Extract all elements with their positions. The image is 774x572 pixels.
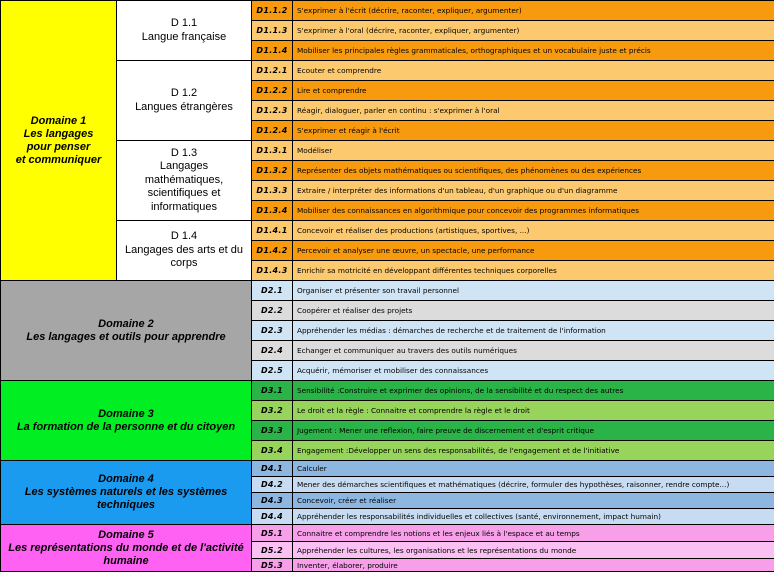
competency-description-cell [292, 558, 774, 572]
subdomain-label [125, 230, 243, 271]
competency-description: Inventer, élaborer, produire [297, 560, 398, 570]
subdomain-d1.2 [116, 60, 252, 141]
competency-code-cell [251, 380, 293, 401]
competency-description: Concevoir et réaliser des productions (artistiques, sportives, ...) [297, 226, 530, 235]
competency-description: Lire et comprendre [297, 86, 367, 95]
competency-description-cell [292, 20, 774, 41]
competency-description: Coopérer et réaliser des projets [297, 306, 413, 315]
competency-code: D1.2.4 [256, 126, 288, 135]
competency-description: Mobiliser des connaissances en algorithmique pour concevoir des programmes informatiques [297, 206, 640, 215]
competency-description: Percevoir et analyser une œuvre, un spectacle, une performance [297, 246, 535, 255]
competency-description-cell [292, 460, 774, 477]
competency-description: Extraire / interpréter des informations d'un tableau, d'un graphique ou d'un diagramme [297, 186, 618, 195]
competency-description: Acquérir, mémoriser et mobiliser des connaissances [297, 366, 489, 375]
domain-title: Domaine 2 [98, 317, 154, 330]
competency-description-cell [292, 140, 774, 161]
competency-code: D5.2 [260, 545, 283, 555]
competency-description: Engagement :Développer un sens des responsabilités, de l'engagement et de l'initiative [297, 446, 620, 455]
subdomain-label [145, 147, 223, 215]
competency-code: D1.3.3 [256, 186, 288, 195]
competency-description: Enrichir sa motricité en développant différentes techniques corporelles [297, 266, 557, 275]
competency-code-cell [251, 160, 293, 181]
competency-code-cell [251, 60, 293, 81]
competency-description-cell [292, 300, 774, 321]
competency-code: D2.3 [260, 326, 283, 335]
competency-code: D2.5 [260, 366, 283, 375]
competency-code: D5.1 [260, 528, 283, 538]
competency-code: D5.3 [260, 560, 283, 570]
competency-description: Modéliser [297, 146, 333, 155]
domain-1-header [0, 0, 117, 281]
subdomain-code: D 1.3 [170, 146, 198, 159]
competency-code: D1.1.3 [256, 26, 288, 35]
subdomain-d1.3 [116, 140, 252, 221]
competency-code: D1.3.2 [256, 166, 288, 175]
domain-4-header [0, 460, 252, 525]
competency-code-cell [251, 40, 293, 61]
domain-subtitle: Les langages pour penser et communiquer [15, 127, 102, 166]
domain-title: Domaine 4 [98, 473, 154, 485]
competency-code: D4.3 [260, 496, 283, 505]
domain-3-header [0, 380, 252, 461]
competency-code-cell [251, 340, 293, 361]
domain-subtitle: Les systèmes naturels et les systèmes techniques [24, 486, 228, 511]
competency-description: Réagir, dialoguer, parler en continu : s'exprimer à l'oral [297, 106, 500, 115]
competency-description: Jugement : Mener une reflexion, faire preuve de discernement et d'esprit critique [297, 426, 595, 435]
competency-code: D1.4.3 [256, 266, 288, 275]
domain-subtitle: Les représentations du monde et de l'activité humaine [8, 541, 244, 567]
domain-title: Domaine 5 [98, 528, 154, 541]
competency-description-cell [292, 400, 774, 421]
competency-description-cell [292, 40, 774, 61]
competency-code-cell [251, 200, 293, 221]
competency-description-cell [292, 60, 774, 81]
competency-code: D1.4.1 [256, 226, 288, 235]
competency-code: D4.2 [260, 480, 283, 489]
competency-description-cell [292, 0, 774, 21]
competency-code-cell [251, 120, 293, 141]
competency-code-cell [251, 220, 293, 241]
competency-code-cell [251, 541, 293, 559]
domain-subtitle: Les langages et outils pour apprendre [26, 330, 226, 343]
domain-title: Domaine 1 [30, 114, 87, 127]
competency-description: Echanger et communiquer au travers des outils numériques [297, 346, 517, 355]
competency-code-cell [251, 260, 293, 281]
competency-description-cell [292, 420, 774, 441]
competency-description: Le droit et la règle : Connaitre et comprendre la règle et le droit [297, 406, 530, 415]
competency-description-cell [292, 508, 774, 525]
competency-description-cell [292, 260, 774, 281]
competency-description-cell [292, 180, 774, 201]
competency-description-cell [292, 492, 774, 509]
subdomain-title: Langues étrangères [135, 100, 233, 113]
competency-code-cell [251, 360, 293, 381]
competency-code: D1.4.2 [256, 246, 288, 255]
competency-description-cell [292, 240, 774, 261]
domain-5-label [8, 529, 244, 568]
subdomain-label [142, 17, 226, 44]
competency-code: D1.1.4 [256, 46, 288, 55]
competency-code: D3.1 [260, 386, 283, 395]
domain-4-label [25, 473, 227, 512]
competency-code-cell [251, 492, 293, 509]
competency-code-cell [251, 320, 293, 341]
competency-description: Représenter des objets mathématiques ou scientifiques, des phénomènes ou des expériences [297, 166, 642, 175]
competency-code-cell [251, 400, 293, 421]
competency-code-cell [251, 524, 293, 542]
competency-description-cell [292, 280, 774, 301]
competency-code-cell [251, 440, 293, 461]
competency-code: D1.1.2 [256, 6, 288, 15]
competency-description-cell [292, 100, 774, 121]
competency-code: D2.4 [260, 346, 283, 355]
competency-code-cell [251, 420, 293, 441]
competency-code-cell [251, 140, 293, 161]
competency-description: S'exprimer à l'oral (décrire, raconter, expliquer, argumenter) [297, 26, 520, 35]
subdomain-code: D 1.4 [170, 230, 198, 243]
competency-description: Appréhender les cultures, les organisations et les représentations du monde [297, 545, 577, 555]
competency-description-cell [292, 200, 774, 221]
competency-code-cell [251, 280, 293, 301]
subdomain-code: D 1.1 [170, 17, 198, 29]
competency-description: Appréhender les médias : démarches de recherche et de traitement de l'information [297, 326, 606, 335]
competency-code-cell [251, 240, 293, 261]
domain-title: Domaine 3 [98, 407, 154, 420]
subdomain-title: Langages mathématiques, scientifiques et informatiques [144, 160, 224, 213]
competency-description-cell [292, 380, 774, 401]
competency-code: D3.3 [260, 426, 283, 435]
competency-code-cell [251, 508, 293, 525]
competency-description: S'exprimer et réagir à l'écrit [297, 126, 400, 135]
competency-code: D4.1 [260, 464, 283, 473]
competency-description: Mener des démarches scientifiques et mathématiques (décrire, formuler des hypothèses, raisonner, rendre compte...) [297, 480, 730, 489]
competency-code: D1.2.1 [256, 66, 288, 75]
competency-code: D3.4 [260, 446, 283, 455]
competency-description: Ecouter et comprendre [297, 66, 382, 75]
competency-code: D1.2.3 [256, 106, 288, 115]
competency-code: D3.2 [260, 406, 283, 415]
domain-2-label [26, 318, 225, 344]
competency-description: Mobiliser les principales règles grammaticales, orthographiques et un vocabulaire juste et précis [297, 46, 651, 55]
subdomain-d1.4 [116, 220, 252, 281]
competency-code-cell [251, 300, 293, 321]
subdomain-d1.1 [116, 0, 252, 61]
subdomain-code: D 1.2 [170, 87, 198, 99]
competency-code: D1.3.1 [256, 146, 288, 155]
competency-description: Connaitre et comprendre les notions et les enjeux liés à l'espace et au temps [297, 528, 580, 538]
competency-description: Appréhender les responsabilités individuelles et collectives (santé, environnement, impact humain) [297, 512, 662, 521]
competency-code: D4.4 [260, 512, 283, 521]
subdomain-title: Langue française [141, 30, 227, 43]
competency-code-cell [251, 476, 293, 493]
domain-3-label [17, 408, 235, 434]
competency-code-cell [251, 20, 293, 41]
competency-description-cell [292, 160, 774, 181]
domain-2-header [0, 280, 252, 381]
competency-code-cell [251, 180, 293, 201]
competency-description-cell [292, 360, 774, 381]
competency-code-cell [251, 100, 293, 121]
competency-code: D1.2.2 [256, 86, 288, 95]
subdomain-label [135, 87, 233, 114]
competency-description-cell [292, 320, 774, 341]
subdomain-title: Langages des arts et du corps [124, 243, 244, 270]
competency-description: Calculer [297, 464, 327, 473]
competency-code-cell [251, 558, 293, 572]
competency-description-cell [292, 120, 774, 141]
competency-description: Sensibilité :Construire et exprimer des opinions, de la sensibilité et du respect des autres [297, 386, 624, 395]
competency-description: S'exprimer à l'écrit (décrire, raconter, expliquer, argumenter) [297, 6, 522, 15]
competency-description: Organiser et présenter son travail personnel [297, 286, 460, 295]
competency-description: Concevoir, créer et réaliser [297, 496, 397, 505]
competency-description-cell [292, 340, 774, 361]
competency-description-cell [292, 476, 774, 493]
competency-description-cell [292, 541, 774, 559]
competency-code-cell [251, 0, 293, 21]
competency-description-cell [292, 220, 774, 241]
competency-code: D2.2 [260, 306, 283, 315]
domain-1-label [16, 115, 102, 167]
competency-description-cell [292, 524, 774, 542]
competency-description-cell [292, 80, 774, 101]
competency-code: D2.1 [260, 286, 283, 295]
competency-description-cell [292, 440, 774, 461]
domain-subtitle: La formation de la personne et du citoyen [16, 420, 236, 433]
competency-code-cell [251, 80, 293, 101]
competency-code-cell [251, 460, 293, 477]
competency-code: D1.3.4 [256, 206, 288, 215]
domain-5-header [0, 524, 252, 572]
